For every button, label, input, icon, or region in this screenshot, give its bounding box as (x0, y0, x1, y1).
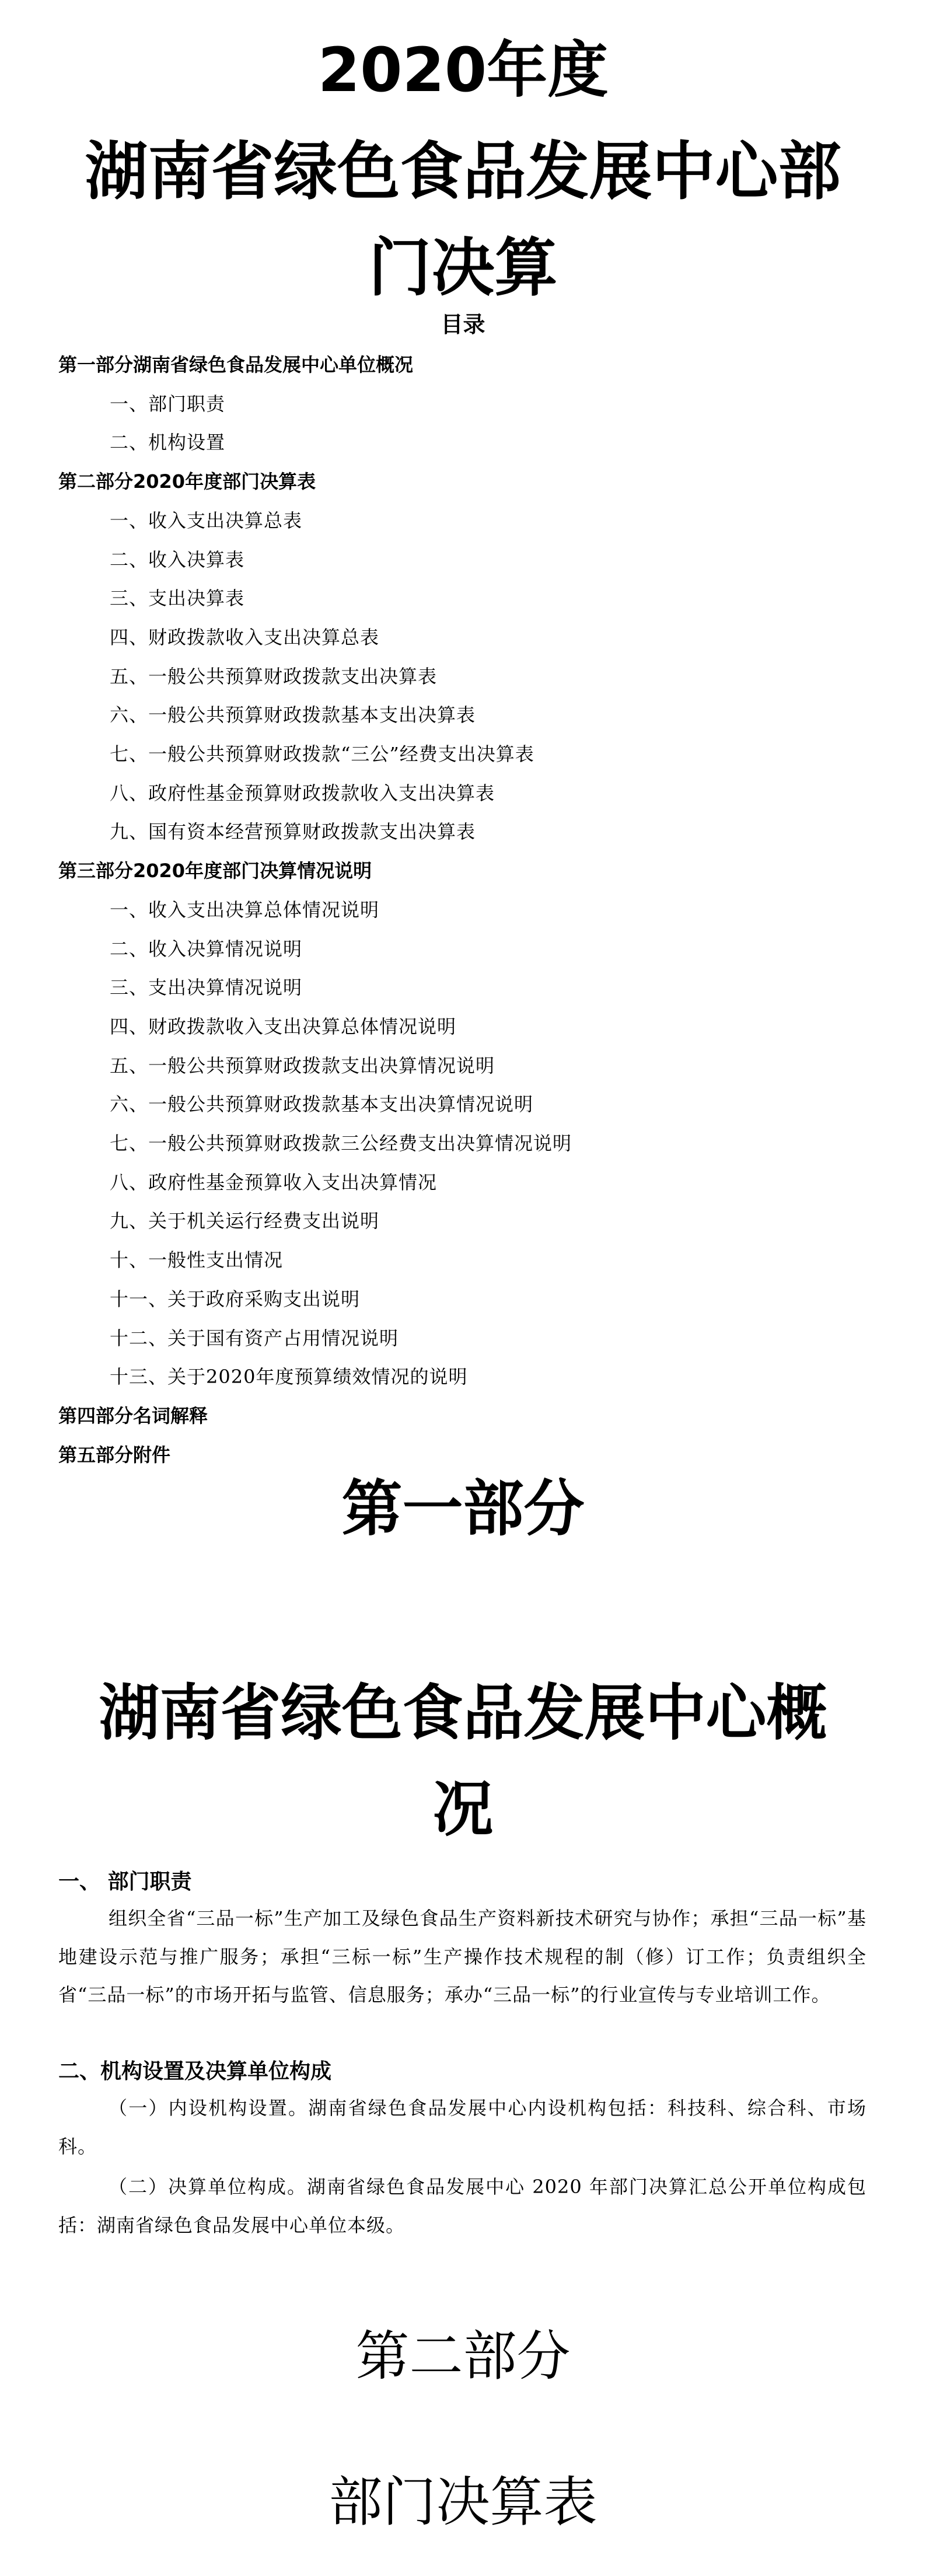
section-structure-para-2: （二）决算单位构成。湖南省绿色食品发展中心 2020 年部门决算汇总公开单位构成包括：湖南省绿色食品发展中心单位本级。 (58, 2176, 866, 2236)
toc-entry: 五、一般公共预算财政拨款支出决算情况说明 (110, 1054, 495, 1077)
toc-entry: 七、一般公共预算财政拨款三公经费支出决算情况说明 (110, 1132, 572, 1154)
toc-entry: 十三、关于2020年度预算绩效情况的说明 (110, 1366, 468, 1388)
toc-part-entry: 第一部分湖南省绿色食品发展中心单位概况 (58, 354, 414, 376)
toc-part-entry: 第三部分2020年度部门决算情况说明 (58, 860, 372, 882)
section-structure-title: 二、机构设置及决算单位构成 (58, 2060, 332, 2083)
section-duties-text: 组织全省“三品一标”生产加工及绿色食品生产资料新技术研究与协作；承担“三品一标”基地建设示范与推广服务；承担“三标一标”生产操作技术规程的制（修）订工作；负责组织全省“三品一标”的市场开拓与监管、信息服务；承办“三品一标”的行业宣传与专业培训工作。 (58, 1907, 866, 2006)
toc-entry: 四、财政拨款收入支出决算总表 (110, 626, 380, 648)
part-one-title-line-2: 况 (432, 1774, 494, 1845)
toc-entry: 九、关于机关运行经费支出说明 (110, 1210, 380, 1233)
toc-entry: 五、一般公共预算财政拨款支出决算表 (110, 665, 438, 687)
toc-entry: 一、收入支出决算总体情况说明 (110, 898, 380, 921)
toc-entry: 一、收入支出决算总表 (110, 509, 303, 532)
part-one-title-line-1: 湖南省绿色食品发展中心概 (99, 1677, 827, 1748)
toc-heading: 目录 (441, 312, 485, 337)
toc-entry: 九、国有资本经营预算财政拨款支出决算表 (110, 821, 476, 843)
part-two-heading: 第二部分 (355, 2325, 571, 2387)
document-title-line-2: 门决算 (368, 232, 558, 305)
toc-entry: 一、部门职责 (110, 392, 226, 415)
part-one-heading: 第一部分 (341, 1473, 585, 1544)
toc-part-entry: 第二部分2020年度部门决算表 (58, 470, 316, 493)
toc-entry: 十一、关于政府采购支出说明 (110, 1287, 361, 1310)
toc-entry: 四、财政拨款收入支出决算总体情况说明 (110, 1015, 457, 1038)
toc-entry: 三、支出决算情况说明 (110, 976, 303, 999)
section-structure-para-1: （一）内设机构设置。湖南省绿色食品发展中心内设机构包括：科技科、综合科、市场科。 (58, 2097, 866, 2158)
document-title-year: 2020年度 (317, 34, 609, 106)
toc-entry: 八、政府性基金预算收入支出决算情况 (110, 1171, 438, 1193)
toc-entry: 六、一般公共预算财政拨款基本支出决算情况说明 (110, 1093, 534, 1116)
toc-part-entry: 第五部分附件 (58, 1443, 171, 1466)
part-two-subheading: 部门决算表 (329, 2471, 597, 2533)
toc-part-entry: 第四部分名词解释 (58, 1404, 208, 1427)
toc-entry: 八、政府性基金预算财政拨款收入支出决算表 (110, 781, 495, 804)
toc-entry: 十二、关于国有资产占用情况说明 (110, 1327, 399, 1349)
toc-entry: 二、机构设置 (110, 431, 226, 454)
toc-entry: 七、一般公共预算财政拨款“三公”经费支出决算表 (110, 743, 534, 765)
section-duties-title: 一、 部门职责 (58, 1870, 192, 1894)
document-title-line-1: 湖南省绿色食品发展中心部 (85, 135, 841, 208)
toc-entry: 六、一般公共预算财政拨款基本支出决算表 (110, 704, 476, 727)
toc-entry: 三、支出决算表 (110, 587, 245, 610)
toc-entry: 二、收入决算情况说明 (110, 937, 303, 960)
toc-entry: 二、收入决算表 (110, 548, 245, 571)
toc-entry: 十、一般性支出情况 (110, 1249, 284, 1272)
